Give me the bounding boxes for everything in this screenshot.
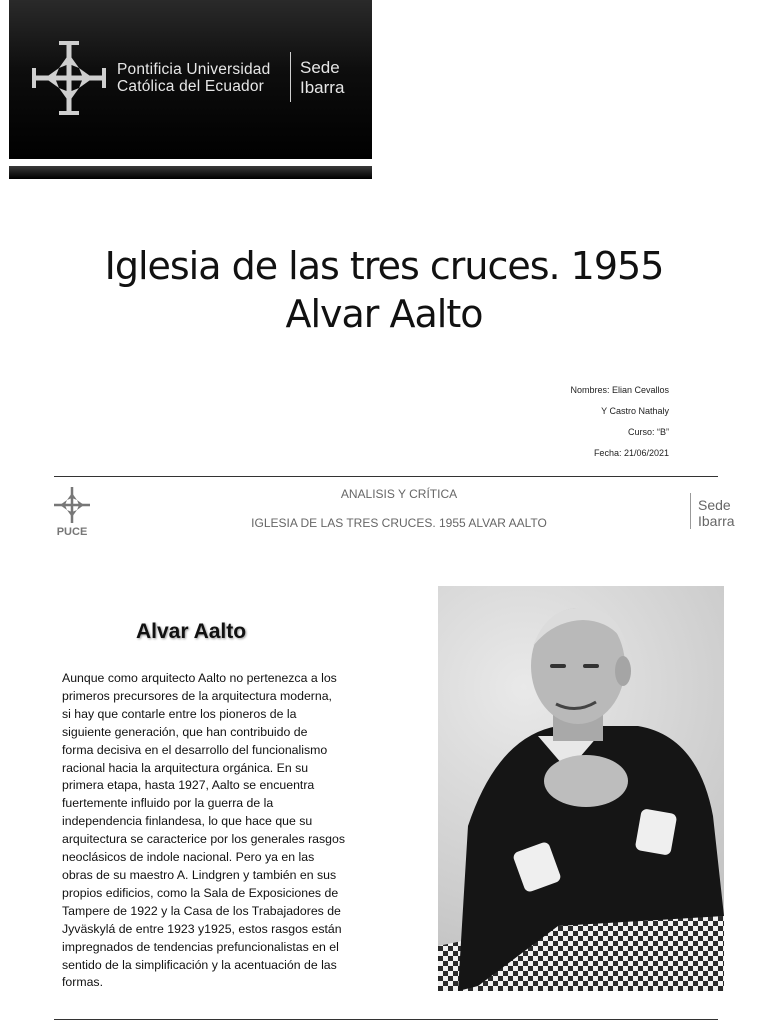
campus-name-line2: Ibarra — [300, 78, 345, 97]
paragraph-line: obras de su maestro A. Lindgren y también en sus — [62, 867, 337, 882]
paragraph-line: sentido de la simplificación y la acentuación de las — [62, 957, 337, 972]
campus-name-line1: Sede — [300, 58, 340, 77]
paragraph-line: forma decisiva en el desarrollo del funcionalismo — [62, 742, 328, 757]
paragraph-line: neoclásicos de indole nacional. Pero ya en las — [62, 850, 315, 865]
date: Fecha: 21/06/2021 — [593, 448, 669, 458]
paragraph-line: Aunque como arquitecto Aalto no pertenezca a los — [62, 671, 337, 685]
section-body — [62, 670, 372, 992]
paragraph-line: primera etapa, hasta 1927, Aalto se encuentra — [62, 778, 315, 793]
portrait-illustration — [438, 586, 724, 991]
header-divider — [690, 493, 691, 529]
paragraph-line: Jyväskylá de entre 1923 y1925, estos rasgos están — [62, 921, 342, 936]
header-campus-line2: Ibarra — [698, 513, 735, 529]
document-title-line2: Alvar Aalto — [285, 292, 483, 336]
document-title — [0, 242, 768, 338]
banner-underline-bar — [9, 166, 372, 179]
course: Curso: “B” — [627, 427, 669, 437]
paragraph-line: primeros precursores de la arquitectura moderna, — [62, 688, 332, 703]
author-names: Nombres: Elian Cevallos — [570, 385, 669, 395]
paragraph-line: fuertemente influido por la guerra de la — [62, 796, 274, 811]
footer-rule — [54, 1019, 718, 1020]
university-name — [117, 61, 270, 95]
paragraph-line: siguiente generación, que han contribuido de — [62, 724, 308, 739]
paragraph-line: independencia finlandesa, lo que hace que su — [62, 814, 313, 829]
header-top-rule — [54, 476, 718, 477]
paragraph-line: racional hacia la arquitectura orgánica. En su — [62, 760, 309, 775]
university-banner — [9, 0, 372, 159]
alvar-aalto-portrait — [438, 586, 724, 991]
header-campus-line1: Sede — [698, 497, 731, 513]
banner-divider — [290, 52, 291, 102]
university-name-line1: Pontificia Universidad — [117, 61, 271, 78]
author-info — [570, 380, 669, 464]
campus-name — [300, 58, 344, 98]
paragraph-line: Tampere de 1922 y la Casa de los Trabajadores de — [62, 903, 341, 918]
author-names-2: Y Castro Nathaly — [601, 406, 669, 416]
paragraph-line: impregnados de tendencias prefuncionalistas en el — [62, 939, 339, 954]
header-subject: ANALISIS Y CRÍTICA — [340, 487, 458, 501]
puce-logo-text: PUCE — [56, 526, 88, 537]
paragraph-line: formas. — [62, 975, 103, 990]
puce-cross-logo-icon — [29, 38, 109, 118]
paragraph-line: propios edificios, como la Sala de Exposiciones de — [62, 885, 339, 900]
section-heading: Alvar Aalto — [136, 620, 247, 643]
paragraph-line: arquitectura se caracterice por los generales rasgos — [62, 832, 345, 847]
paragraph-line: si hay que contarle entre los pioneros de la — [62, 706, 297, 721]
header-campus-name — [698, 497, 735, 529]
document-title-line1: Iglesia de las tres cruces. 1955 — [104, 244, 664, 288]
header-topic: IGLESIA DE LAS TRES CRUCES. 1955 ALVAR AALTO — [251, 516, 547, 530]
university-name-line2: Católica del Ecuador — [117, 78, 265, 95]
